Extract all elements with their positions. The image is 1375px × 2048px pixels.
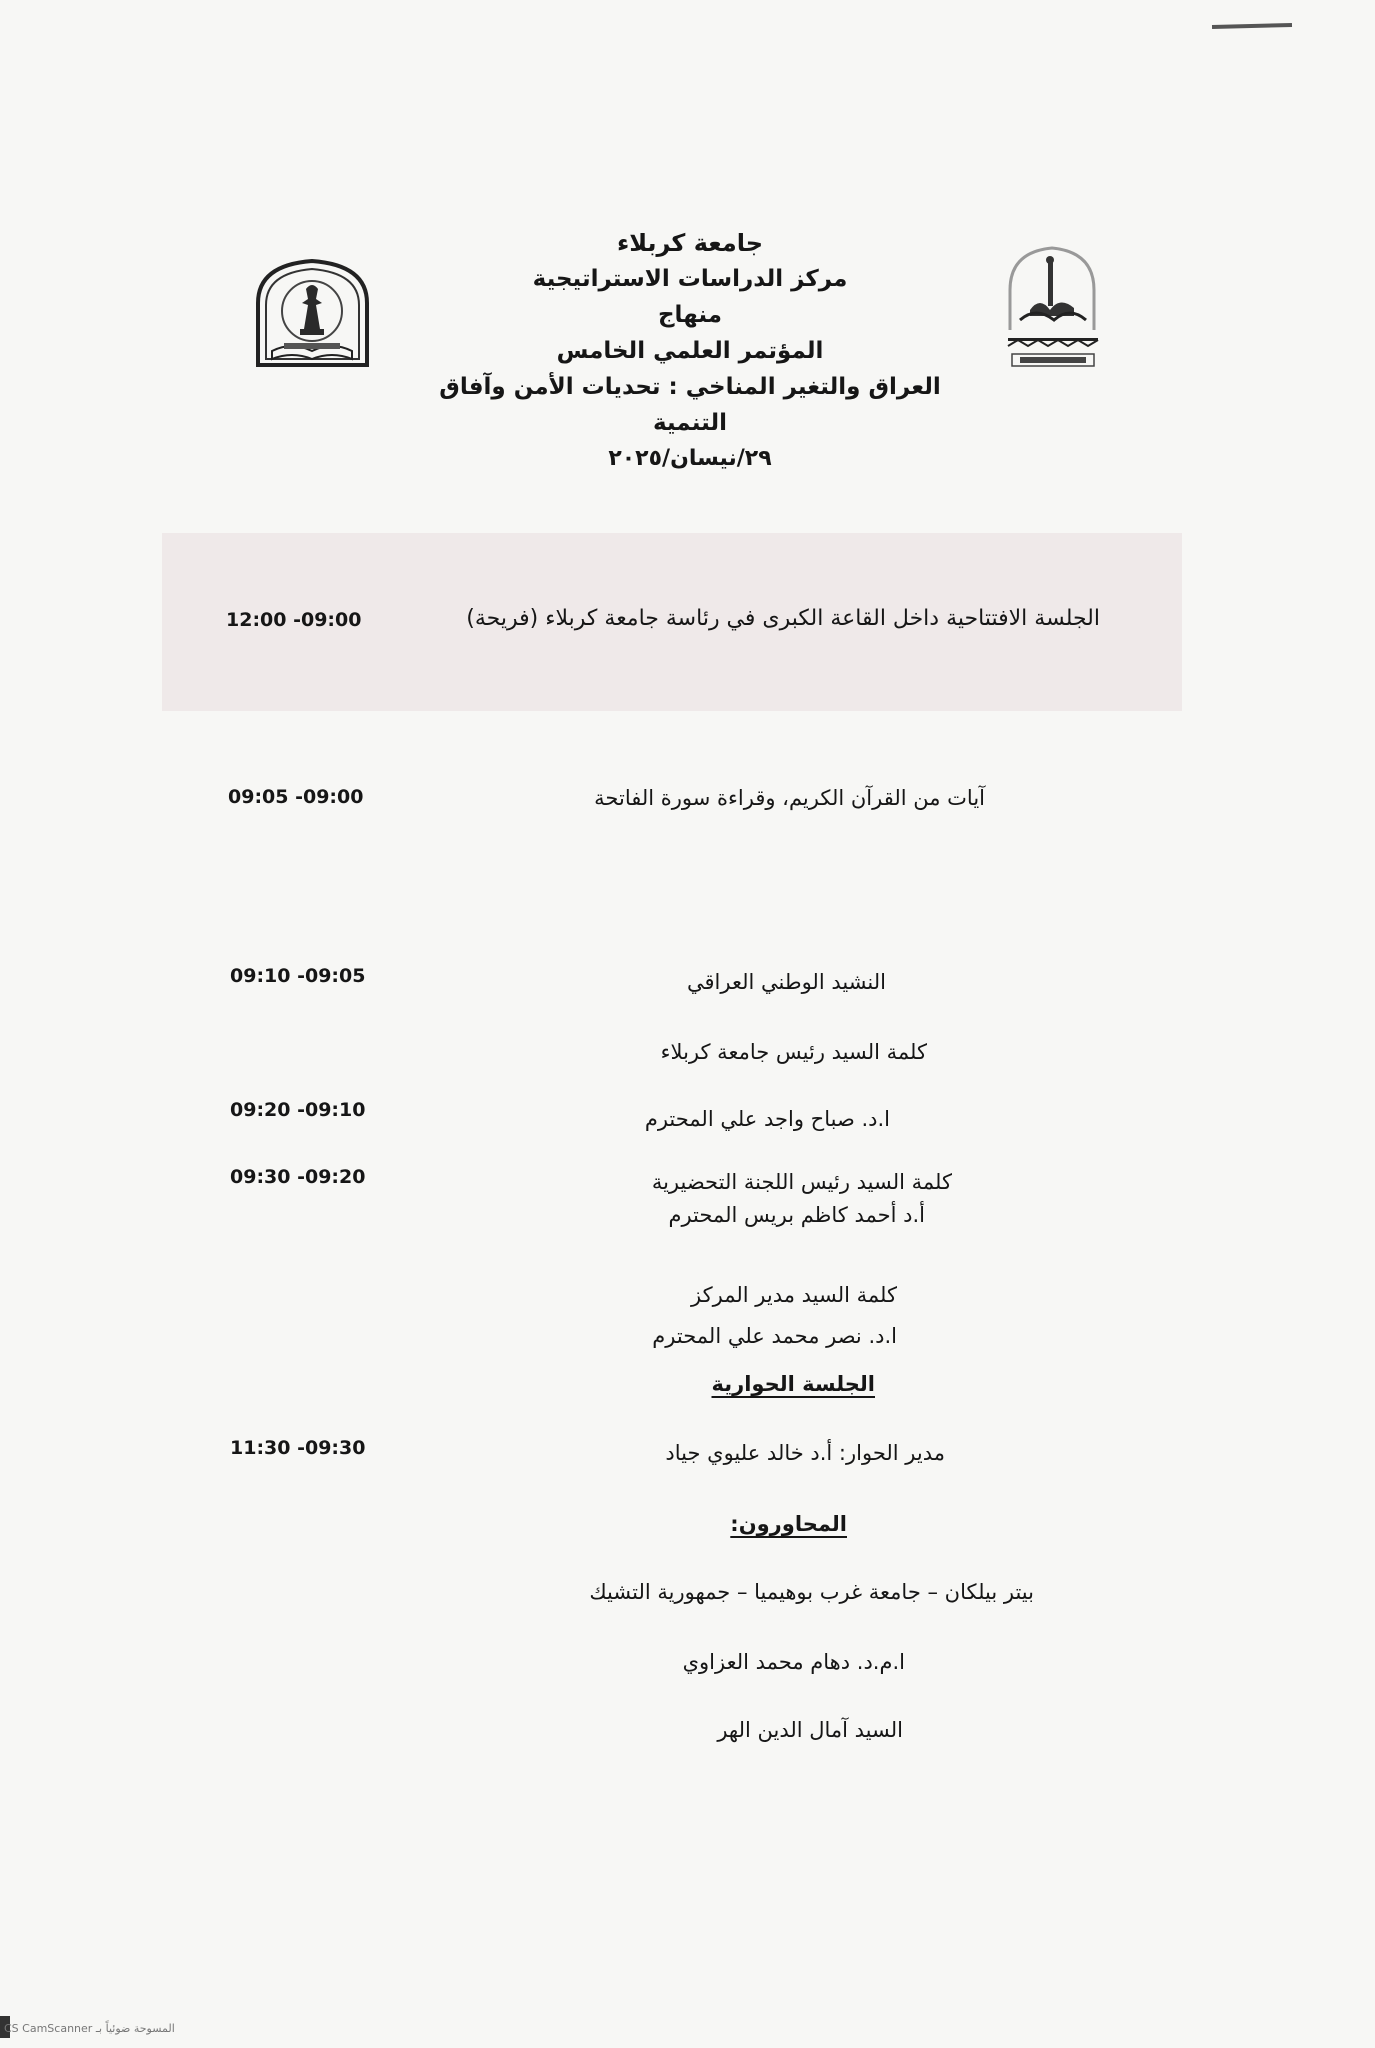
center-name: مركز الدراسات الاستراتيجية bbox=[532, 266, 848, 292]
speaker-item: ا.م.د. دهام محمد العزاوي bbox=[682, 1650, 905, 1674]
center-logo-icon bbox=[250, 255, 375, 375]
university-name: جامعة كربلاء bbox=[616, 229, 763, 257]
dialogue-session-title: الجلسة الحوارية bbox=[711, 1372, 875, 1396]
committee-name: أ.د أحمد كاظم بريس المحترم bbox=[668, 1203, 925, 1227]
director-name: ا.د. نصر محمد علي المحترم bbox=[652, 1324, 897, 1348]
opening-session-title: الجلسة الافتتاحية داخل القاعة الكبرى في رئاسة جامعة كربلاء (فريحة) bbox=[466, 606, 1100, 631]
dialogue-time: 11:30 -09:30 bbox=[230, 1437, 366, 1459]
speaker-item: السيد آمال الدين الهر bbox=[717, 1718, 903, 1742]
conference-theme: العراق والتغير المناخي : تحديات الأمن وآفاق التنمية bbox=[439, 374, 941, 436]
president-name: ا.د. صباح واجد علي المحترم bbox=[644, 1107, 890, 1131]
university-logo-icon bbox=[990, 240, 1115, 380]
committee-time: 09:30 -09:20 bbox=[230, 1166, 366, 1188]
director-speech: كلمة السيد مدير المركز bbox=[691, 1283, 897, 1307]
speaker-item: بيتر بيلكان – جامعة غرب بوهيميا – جمهورية التشيك bbox=[589, 1580, 1034, 1604]
anthem-time: 09:10 -09:05 bbox=[230, 965, 366, 987]
conference-date: ٢٩/نيسان/٢٠٢٥ bbox=[608, 446, 772, 471]
program-label: منهاج bbox=[657, 302, 723, 328]
quran-item: آيات من القرآن الكريم، وقراءة سورة الفاتحة bbox=[594, 786, 985, 810]
president-time: 09:20 -09:10 bbox=[230, 1099, 366, 1121]
document-header bbox=[410, 225, 970, 477]
dialogue-moderator: مدير الحوار: أ.د خالد عليوي جياد bbox=[665, 1441, 945, 1465]
president-speech: كلمة السيد رئيس جامعة كربلاء bbox=[660, 1040, 927, 1064]
conference-title: المؤتمر العلمي الخامس bbox=[556, 338, 824, 364]
scan-artifact bbox=[1212, 23, 1292, 29]
opening-session-time: 12:00 -09:00 bbox=[226, 609, 362, 631]
speakers-label: المحاورون: bbox=[730, 1512, 847, 1536]
anthem-item: النشيد الوطني العراقي bbox=[687, 970, 886, 994]
scanner-watermark: CS CamScanner المسوحة ضوئياً بـ bbox=[4, 2022, 175, 2035]
committee-speech: كلمة السيد رئيس اللجنة التحضيرية bbox=[651, 1170, 952, 1194]
quran-time: 09:05 -09:00 bbox=[228, 786, 364, 808]
